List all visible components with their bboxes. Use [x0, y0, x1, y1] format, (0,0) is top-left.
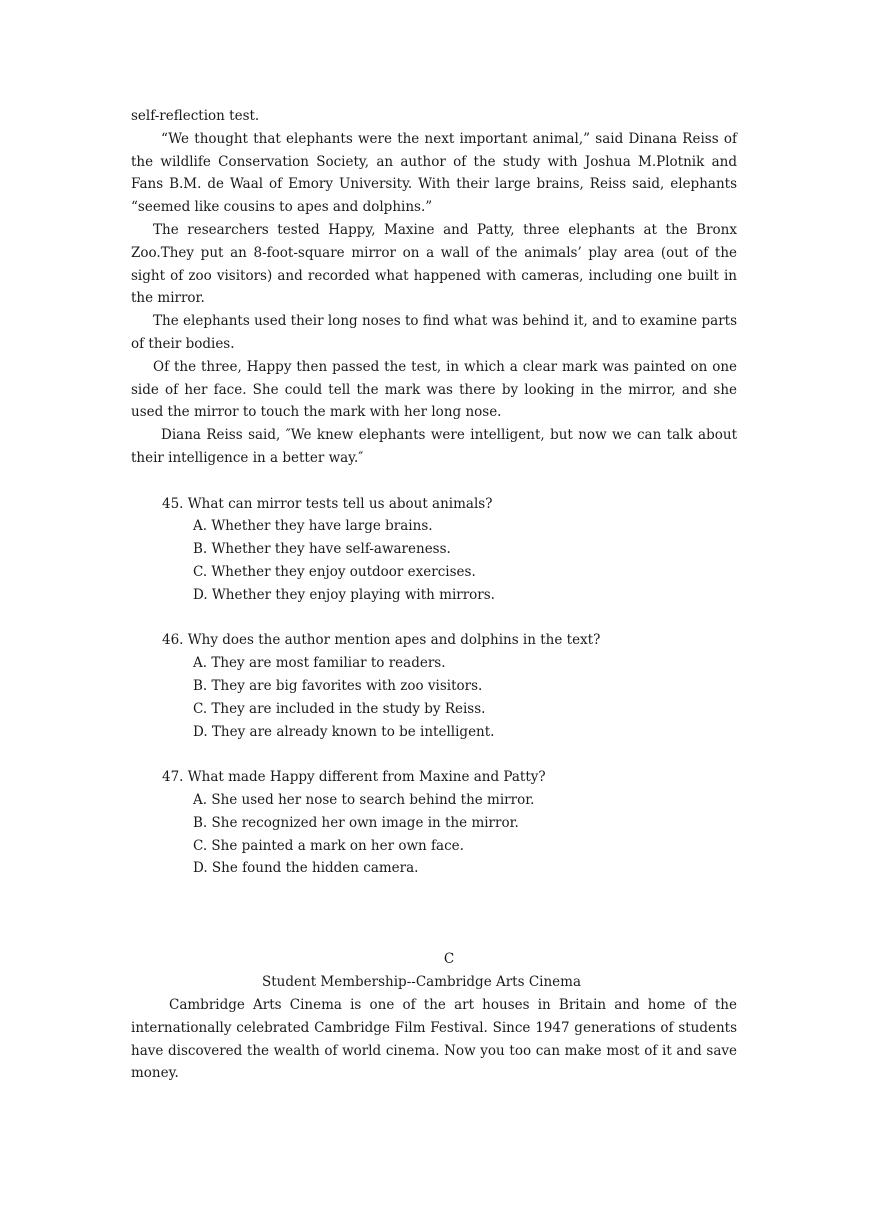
option-c: C. She painted a mark on her own face. — [193, 837, 464, 854]
option-b: B. Whether they have self-awareness. — [193, 541, 451, 558]
question-47 — [131, 766, 737, 880]
option-a: A. She used her nose to search behind the mirror. — [193, 791, 535, 808]
spacer — [131, 607, 737, 630]
option-c: C. Whether they enjoy outdoor exercises. — [193, 563, 476, 580]
document-page — [131, 105, 737, 1085]
passage-b-paragraph-4: Of the three, Happy then passed the test, in which a clear mark was painted on one side of her face. She could tell the mark was there by looking in the mirror, and she used the mirror to touch the mark with her long nose. — [131, 358, 737, 421]
spacer — [131, 903, 737, 926]
option-d: D. She found the hidden camera. — [193, 860, 419, 877]
passage-b-paragraph-1: “We thought that elephants were the next important animal,” said Dinana Reiss of the wildlife Conservation Society, an author of the study with Joshua M.Plotnik and Fans B.M. de Waal of Emory University. With their large brains, Reiss said, elephants “seemed like cousins to apes and dolphins.” — [131, 130, 737, 216]
passage-c-paragraph-1: Cambridge Arts Cinema is one of the art houses in Britain and home of the internationally celebrated Cambridge Film Festival. Since 1947 generations of students have discovered the wealth of world cinema. Now you too can make most of it and save money. — [131, 997, 737, 1082]
option-a: A. Whether they have large brains. — [193, 518, 433, 535]
option-c: C. They are included in the study by Reiss. — [193, 700, 486, 717]
spacer — [131, 470, 737, 493]
section-title: Student Membership--Cambridge Arts Cinema — [262, 974, 581, 991]
section-letter: C — [443, 951, 455, 968]
option-d: D. They are already known to be intelligent. — [193, 723, 495, 740]
passage-b-paragraph-3: The elephants used their long noses to find what was behind it, and to examine parts of their bodies. — [131, 313, 737, 352]
passage-b-paragraph-5: Diana Reiss said, ″We knew elephants were intelligent, but now we can talk about their intelligence in a better way.″ — [131, 427, 737, 466]
option-b: B. They are big favorites with zoo visitors. — [193, 677, 483, 694]
option-d: D. Whether they enjoy playing with mirrors. — [193, 586, 495, 603]
question-46 — [131, 629, 737, 743]
question-stem: 45. What can mirror tests tell us about animals? — [162, 495, 493, 512]
spacer — [131, 926, 737, 949]
question-stem: 46. Why does the author mention apes and dolphins in the text? — [162, 632, 601, 649]
option-a: A. They are most familiar to readers. — [193, 655, 446, 672]
passage-b-paragraph-2: The researchers tested Happy, Maxine and Patty, three elephants at the Bronx Zoo.They put an 8-foot-square mirror on a wall of the animals’ play area (out of the sight of zoo visitors) and recorded what happened with cameras, including one built in the mirror. — [131, 221, 737, 307]
question-45 — [131, 493, 737, 607]
question-stem: 47. What made Happy different from Maxine and Patty? — [162, 769, 546, 786]
option-b: B. She recognized her own image in the mirror. — [193, 814, 519, 831]
spacer — [131, 880, 737, 903]
passage-b-paragraph-0: self-reflection test. — [131, 108, 260, 124]
spacer — [131, 743, 737, 766]
